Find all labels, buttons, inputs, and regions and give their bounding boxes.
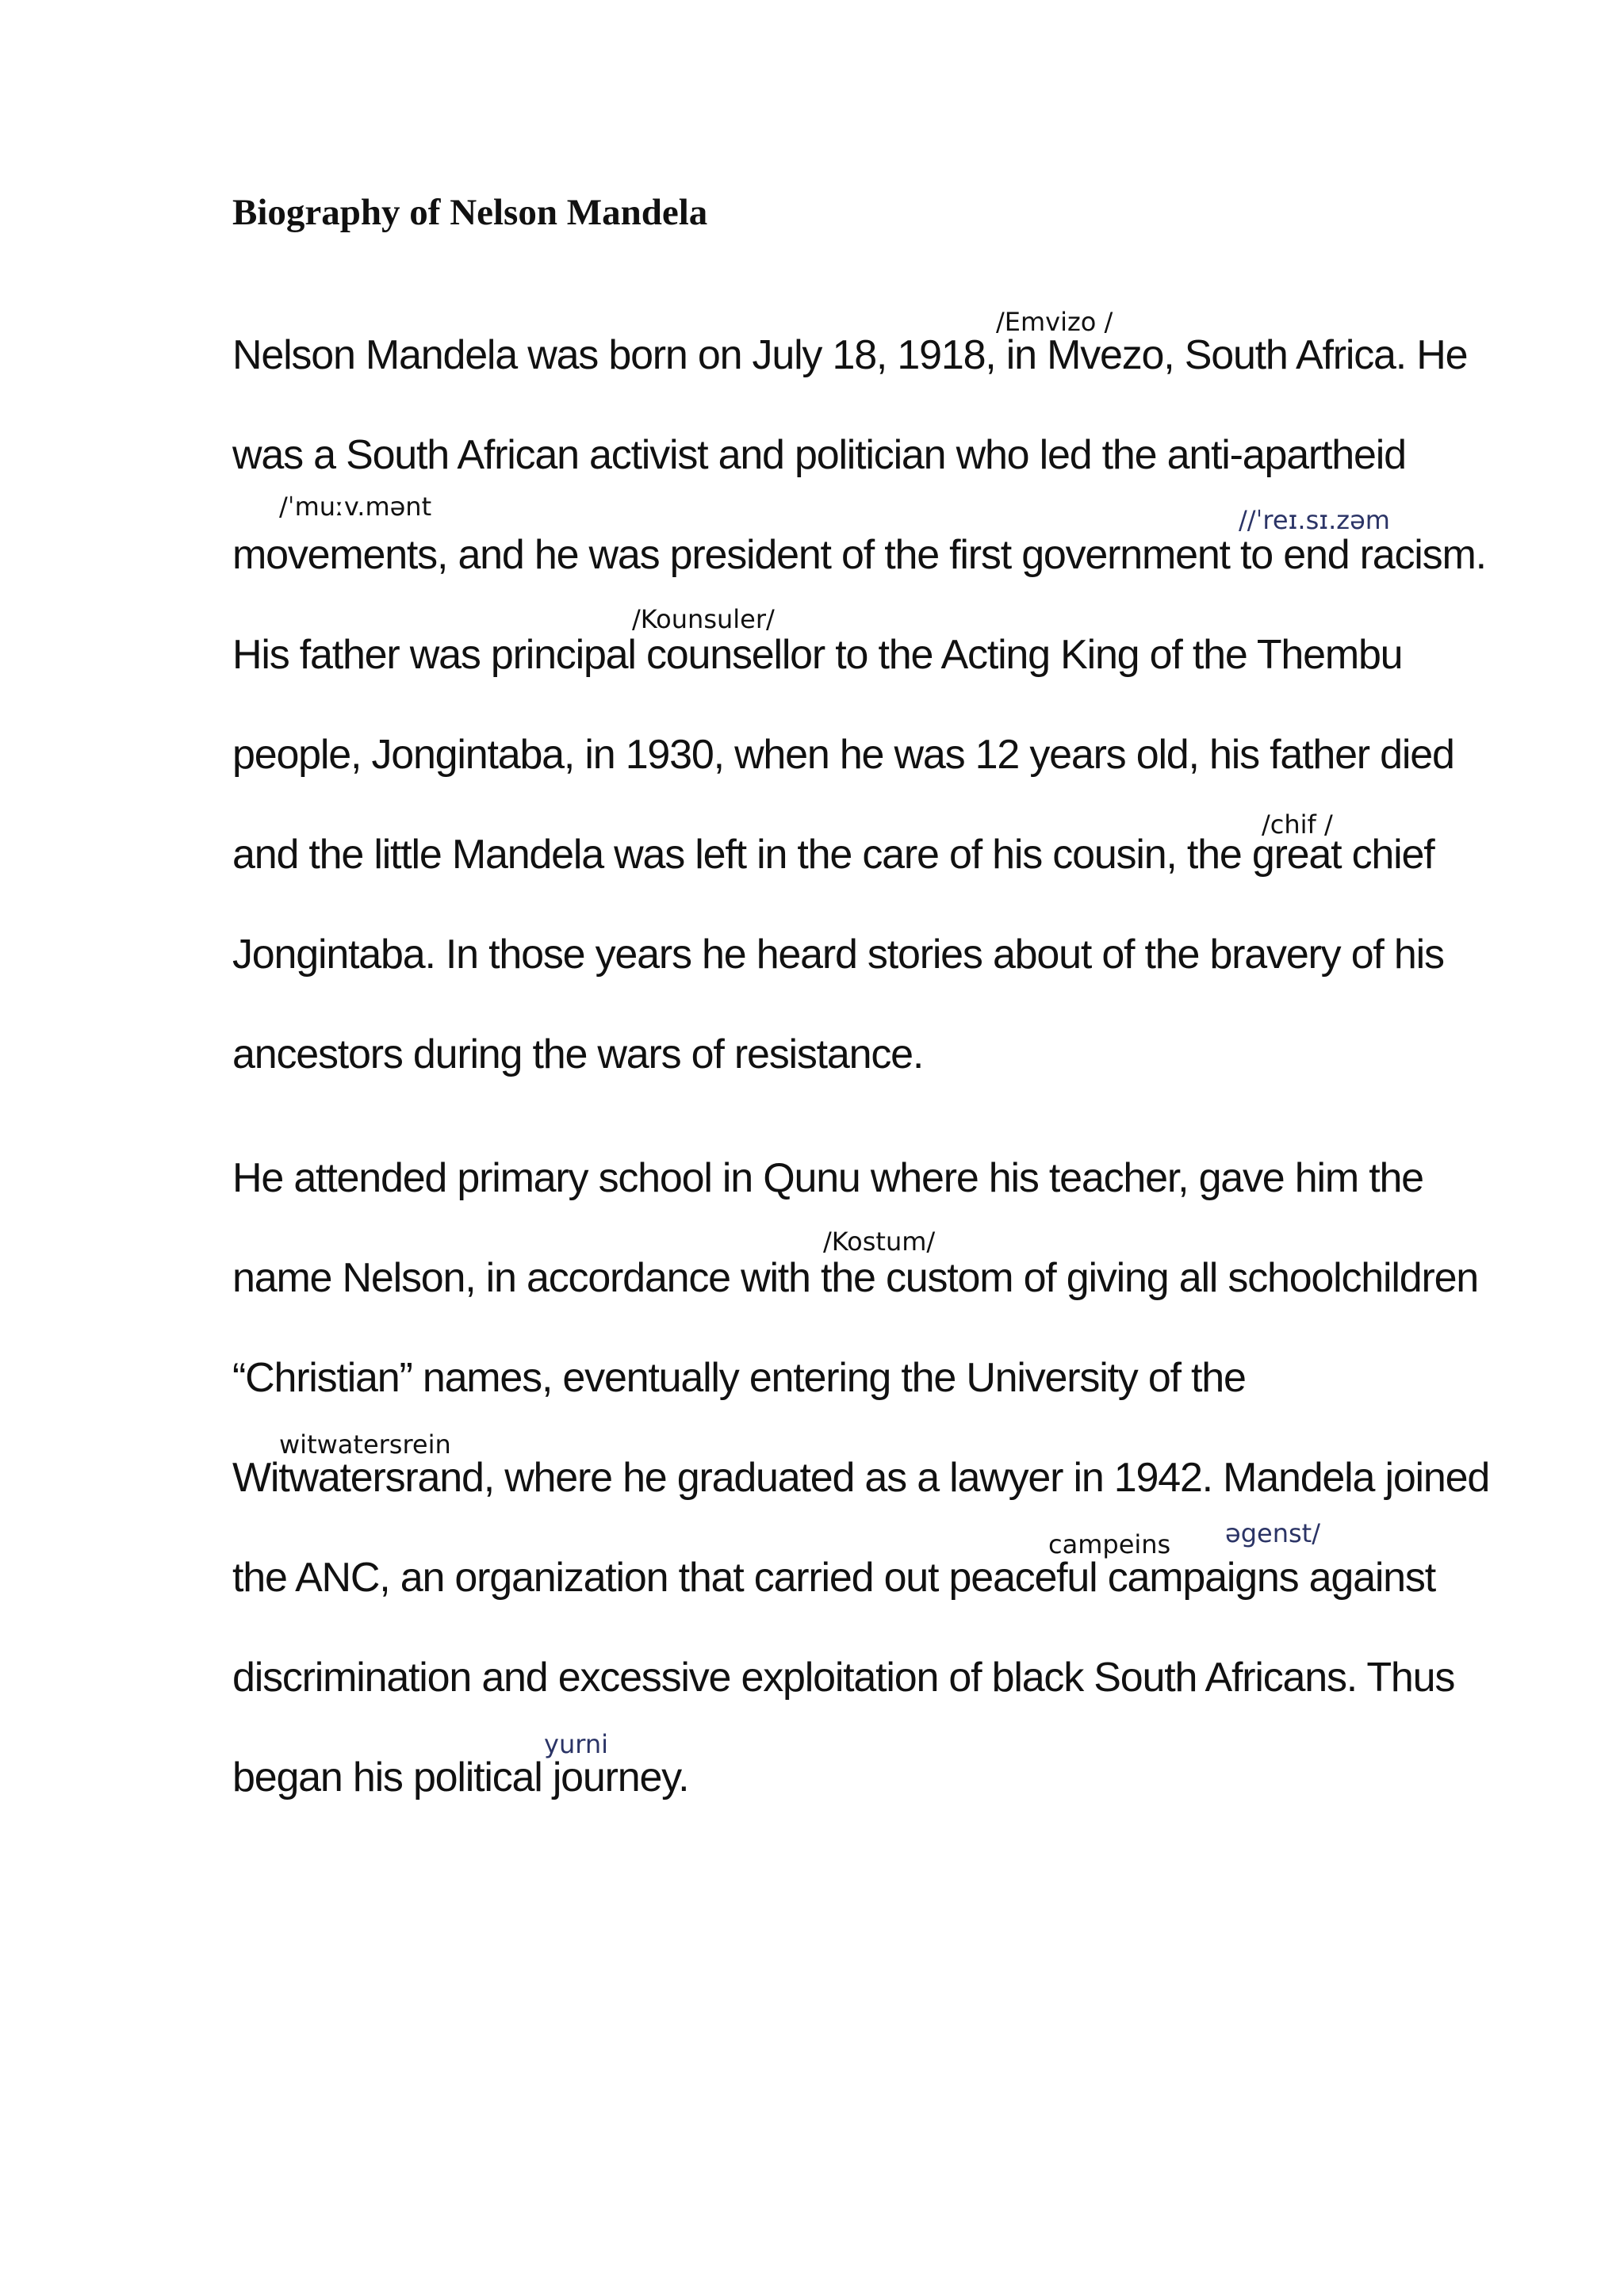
body-line: began his political journey. <box>232 1755 689 1800</box>
body-line: His father was principal counsellor to the Acting King of the Thembu <box>232 632 1403 678</box>
pronunciation-note: /ˈmuːv.mənt <box>279 492 432 522</box>
pronunciation-note: campeins <box>1048 1529 1171 1559</box>
body-line: was a South African activist and politician who led the anti-apartheid <box>232 432 1406 478</box>
body-line: Witwatersrand, where he graduated as a lawyer in 1942. Mandela joined <box>232 1455 1490 1501</box>
body-line: ancestors during the wars of resistance. <box>232 1031 924 1077</box>
body-line: people, Jongintaba, in 1930, when he was 12 years old, his father died <box>232 732 1454 778</box>
body-line: “Christian” names, eventually entering the University of the <box>232 1355 1246 1401</box>
body-line: name Nelson, in accordance with the custom of giving all schoolchildren <box>232 1255 1479 1301</box>
pronunciation-note: /chif / <box>1262 809 1333 840</box>
body-line: movements, and he was president of the first government to end racism. <box>232 532 1486 578</box>
body-line: Jongintaba. In those years he heard stories about of the bravery of his <box>232 932 1444 978</box>
pronunciation-note: /Emvizo / <box>996 307 1113 337</box>
body-line: and the little Mandela was left in the care of his cousin, the great chief <box>232 832 1434 878</box>
pronunciation-note: yurni <box>544 1729 608 1759</box>
body-line: the ANC, an organization that carried out peaceful campaigns against <box>232 1555 1435 1601</box>
body-line: He attended primary school in Qunu where his teacher, gave him the <box>232 1155 1423 1201</box>
document-title: Biography of Nelson Mandela <box>232 192 708 233</box>
body-line: Nelson Mandela was born on July 18, 1918, in Mvezo, South Africa. He <box>232 332 1468 378</box>
pronunciation-note: /Kostum/ <box>823 1226 936 1257</box>
pronunciation-note: witwatersrein <box>279 1429 451 1460</box>
pronunciation-note: //ˈreɪ.sɪ.zəm <box>1239 505 1390 535</box>
body-line: discrimination and excessive exploitation of black South Africans. Thus <box>232 1655 1455 1701</box>
pronunciation-note: /Kounsuler/ <box>632 604 775 634</box>
pronunciation-note: əgenst/ <box>1225 1518 1320 1548</box>
